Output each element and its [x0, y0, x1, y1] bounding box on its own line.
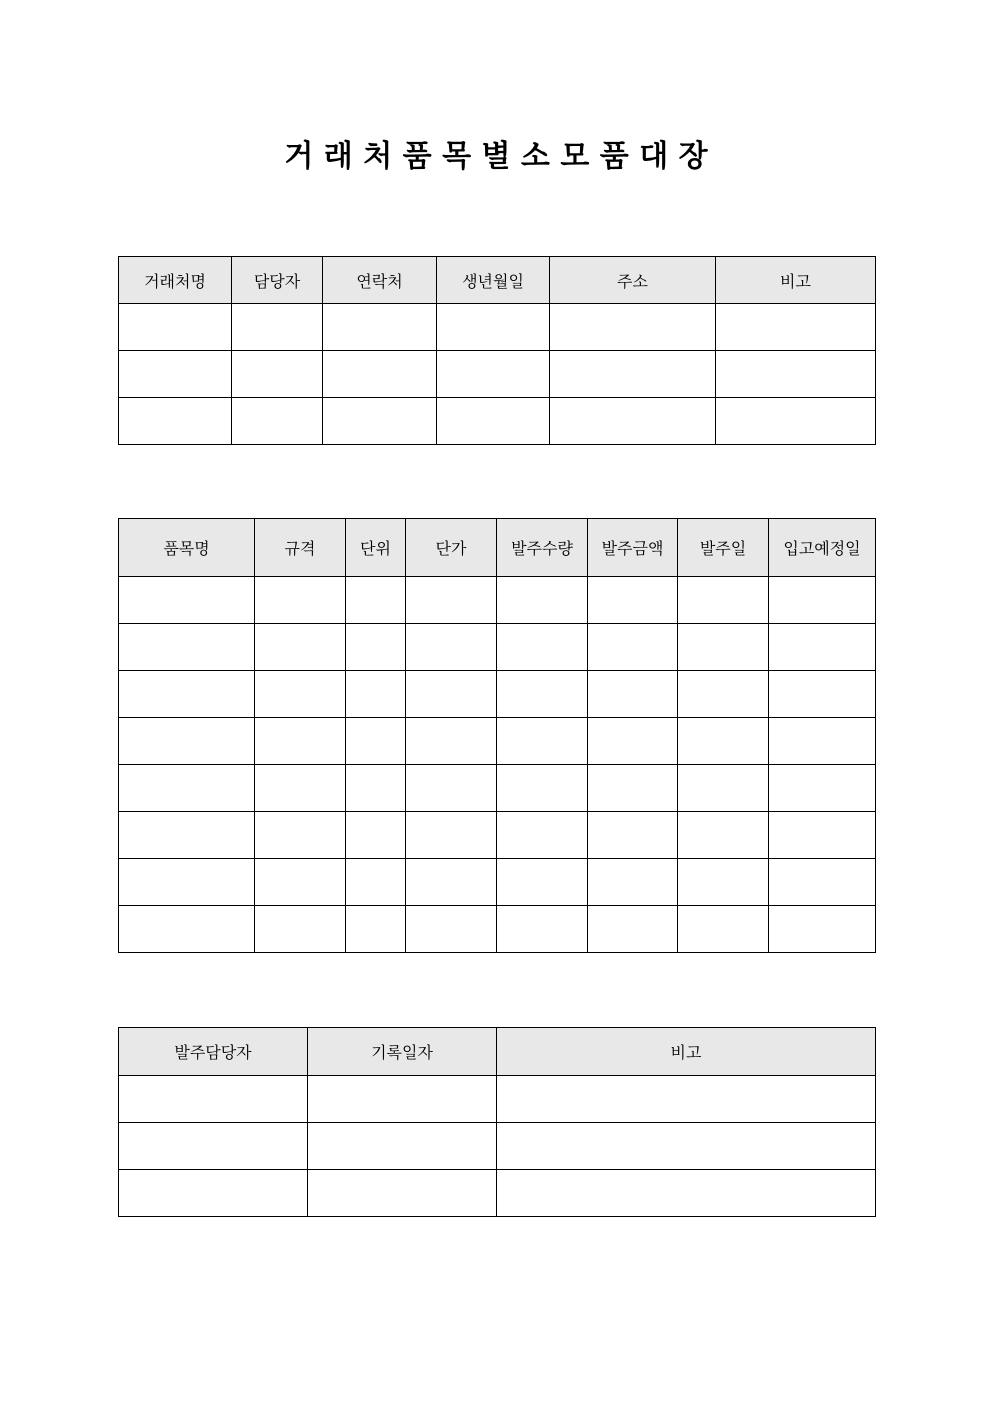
item-table-cell[interactable] — [346, 859, 406, 906]
item-table-cell[interactable] — [255, 859, 346, 906]
header-item-name: 품목명 — [119, 519, 255, 577]
item-table-row — [119, 859, 876, 906]
vendor-table-cell[interactable] — [232, 304, 323, 351]
item-table-cell[interactable] — [588, 906, 678, 953]
item-table-cell[interactable] — [497, 624, 588, 671]
record-table-cell[interactable] — [119, 1170, 308, 1217]
vendor-table-cell[interactable] — [323, 398, 437, 445]
record-table-cell[interactable] — [497, 1170, 876, 1217]
item-table-cell[interactable] — [678, 624, 769, 671]
item-table-cell[interactable] — [588, 671, 678, 718]
item-table-cell[interactable] — [119, 812, 255, 859]
item-table-cell[interactable] — [406, 624, 497, 671]
item-table-cell[interactable] — [346, 671, 406, 718]
record-table-cell[interactable] — [308, 1123, 497, 1170]
record-table-cell[interactable] — [497, 1076, 876, 1123]
vendor-table-row — [119, 351, 876, 398]
item-table-cell[interactable] — [588, 765, 678, 812]
vendor-table-row — [119, 398, 876, 445]
vendor-table-cell[interactable] — [550, 351, 716, 398]
item-table-cell[interactable] — [497, 906, 588, 953]
item-table-cell[interactable] — [678, 577, 769, 624]
record-table-cell[interactable] — [119, 1123, 308, 1170]
vendor-table-cell[interactable] — [119, 398, 232, 445]
record-table-cell[interactable] — [308, 1170, 497, 1217]
item-table-cell[interactable] — [406, 671, 497, 718]
item-table-cell[interactable] — [678, 718, 769, 765]
vendor-table-header-row — [119, 257, 876, 304]
item-table-cell[interactable] — [119, 718, 255, 765]
vendor-table-cell[interactable] — [550, 398, 716, 445]
vendor-table — [118, 256, 876, 445]
item-table-cell[interactable] — [119, 765, 255, 812]
header-order-amount: 발주금액 — [588, 519, 678, 577]
item-table-cell[interactable] — [346, 624, 406, 671]
vendor-table-cell[interactable] — [437, 351, 550, 398]
item-table-cell[interactable] — [406, 577, 497, 624]
item-table-row — [119, 577, 876, 624]
header-unit: 단위 — [346, 519, 406, 577]
header-record-date: 기록일자 — [308, 1028, 497, 1076]
vendor-table-cell[interactable] — [716, 351, 876, 398]
item-table-cell[interactable] — [588, 718, 678, 765]
item-table-cell[interactable] — [255, 906, 346, 953]
item-table-cell[interactable] — [346, 906, 406, 953]
record-table-row — [119, 1123, 876, 1170]
vendor-table-cell[interactable] — [550, 304, 716, 351]
item-table-cell[interactable] — [678, 671, 769, 718]
record-table-row — [119, 1170, 876, 1217]
item-table-cell[interactable] — [406, 859, 497, 906]
vendor-table-cell[interactable] — [232, 398, 323, 445]
item-table-cell[interactable] — [346, 812, 406, 859]
item-table-cell[interactable] — [119, 624, 255, 671]
item-table-cell[interactable] — [119, 859, 255, 906]
item-table-cell[interactable] — [769, 671, 876, 718]
record-table-cell[interactable] — [119, 1076, 308, 1123]
header-expected-arrival-date: 입고예정일 — [769, 519, 876, 577]
item-table-cell[interactable] — [406, 718, 497, 765]
item-table-cell[interactable] — [588, 859, 678, 906]
vendor-table-cell[interactable] — [437, 398, 550, 445]
item-table-cell[interactable] — [346, 577, 406, 624]
item-table-row — [119, 718, 876, 765]
item-table-header-row — [119, 519, 876, 577]
item-table-cell[interactable] — [497, 765, 588, 812]
item-table-row — [119, 812, 876, 859]
header-address: 주소 — [550, 257, 716, 304]
header-contact-person: 담당자 — [232, 257, 323, 304]
item-table-cell[interactable] — [255, 812, 346, 859]
item-table-cell[interactable] — [588, 812, 678, 859]
header-remarks: 비고 — [716, 257, 876, 304]
header-phone: 연락처 — [323, 257, 437, 304]
vendor-table-cell[interactable] — [119, 304, 232, 351]
item-table-cell[interactable] — [678, 906, 769, 953]
header-spec: 규격 — [255, 519, 346, 577]
vendor-table-cell[interactable] — [716, 304, 876, 351]
item-table-cell[interactable] — [346, 718, 406, 765]
record-table-cell[interactable] — [497, 1123, 876, 1170]
record-table-row — [119, 1076, 876, 1123]
header-vendor-name: 거래처명 — [119, 257, 232, 304]
item-table-cell[interactable] — [406, 906, 497, 953]
item-table-cell[interactable] — [769, 577, 876, 624]
item-table-cell[interactable] — [769, 812, 876, 859]
item-table-cell[interactable] — [497, 859, 588, 906]
item-table-cell[interactable] — [678, 765, 769, 812]
document-title: 거 래 처 품 목 별 소 모 품 대 장 — [284, 139, 708, 174]
item-table-cell[interactable] — [255, 718, 346, 765]
item-table-cell[interactable] — [255, 765, 346, 812]
record-table-cell[interactable] — [308, 1076, 497, 1123]
record-table — [118, 1027, 876, 1217]
item-table-row — [119, 671, 876, 718]
item-table-cell[interactable] — [769, 765, 876, 812]
item-table-cell[interactable] — [406, 812, 497, 859]
item-table-cell[interactable] — [769, 718, 876, 765]
item-table-cell[interactable] — [346, 765, 406, 812]
item-table-cell[interactable] — [406, 765, 497, 812]
record-table-header-row — [119, 1028, 876, 1076]
item-table-cell[interactable] — [769, 624, 876, 671]
item-table-cell[interactable] — [255, 671, 346, 718]
header-birthdate: 생년월일 — [437, 257, 550, 304]
vendor-table-cell[interactable] — [232, 351, 323, 398]
item-table-cell[interactable] — [769, 859, 876, 906]
item-table-cell[interactable] — [119, 671, 255, 718]
header-unit-price: 단가 — [406, 519, 497, 577]
vendor-table-cell[interactable] — [119, 351, 232, 398]
header-order-date: 발주일 — [678, 519, 769, 577]
item-table-cell[interactable] — [497, 812, 588, 859]
item-table-row — [119, 624, 876, 671]
item-table-cell[interactable] — [119, 906, 255, 953]
vendor-table-row — [119, 304, 876, 351]
item-table-cell[interactable] — [678, 859, 769, 906]
item-table-cell[interactable] — [497, 671, 588, 718]
item-table-cell[interactable] — [255, 624, 346, 671]
item-table-cell[interactable] — [255, 577, 346, 624]
item-table-cell[interactable] — [588, 577, 678, 624]
item-table-cell[interactable] — [769, 906, 876, 953]
item-table-cell[interactable] — [119, 577, 255, 624]
vendor-table-cell[interactable] — [437, 304, 550, 351]
header-record-remarks: 비고 — [497, 1028, 876, 1076]
item-table-row — [119, 906, 876, 953]
vendor-table-cell[interactable] — [716, 398, 876, 445]
vendor-table-cell[interactable] — [323, 304, 437, 351]
item-table-cell[interactable] — [588, 624, 678, 671]
header-order-quantity: 발주수량 — [497, 519, 588, 577]
vendor-table-cell[interactable] — [323, 351, 437, 398]
header-order-manager: 발주담당자 — [119, 1028, 308, 1076]
item-table-cell[interactable] — [497, 577, 588, 624]
item-table-cell[interactable] — [497, 718, 588, 765]
item-table-cell[interactable] — [678, 812, 769, 859]
item-table — [118, 518, 876, 953]
item-table-row — [119, 765, 876, 812]
